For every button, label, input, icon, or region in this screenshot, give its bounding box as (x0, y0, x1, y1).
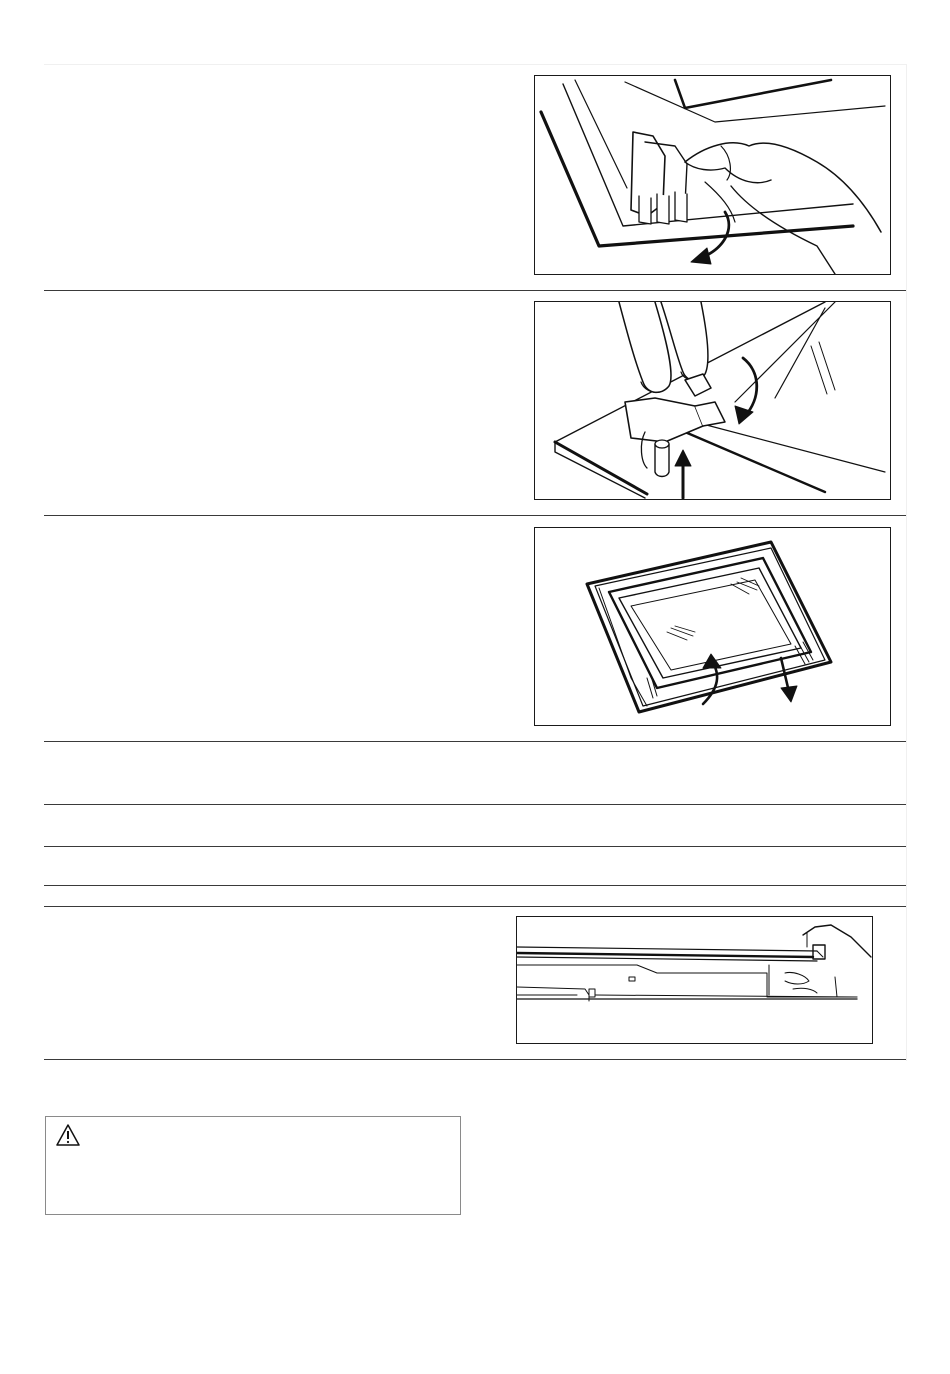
section-divider (44, 741, 906, 742)
section-divider (44, 906, 906, 907)
section-divider (44, 290, 906, 291)
section-divider (44, 885, 906, 886)
door-glass-remove-illustration (534, 527, 891, 726)
hinge-lock-push-illustration (534, 301, 891, 500)
section-divider (44, 515, 906, 516)
glass-panel-cross-section-illustration (516, 916, 873, 1044)
warning-box (45, 1116, 461, 1215)
section-divider (44, 1059, 906, 1060)
section-divider (44, 804, 906, 805)
section-divider (44, 846, 906, 847)
hinge-lever-release-illustration (534, 75, 891, 275)
warning-triangle-icon (55, 1123, 81, 1147)
